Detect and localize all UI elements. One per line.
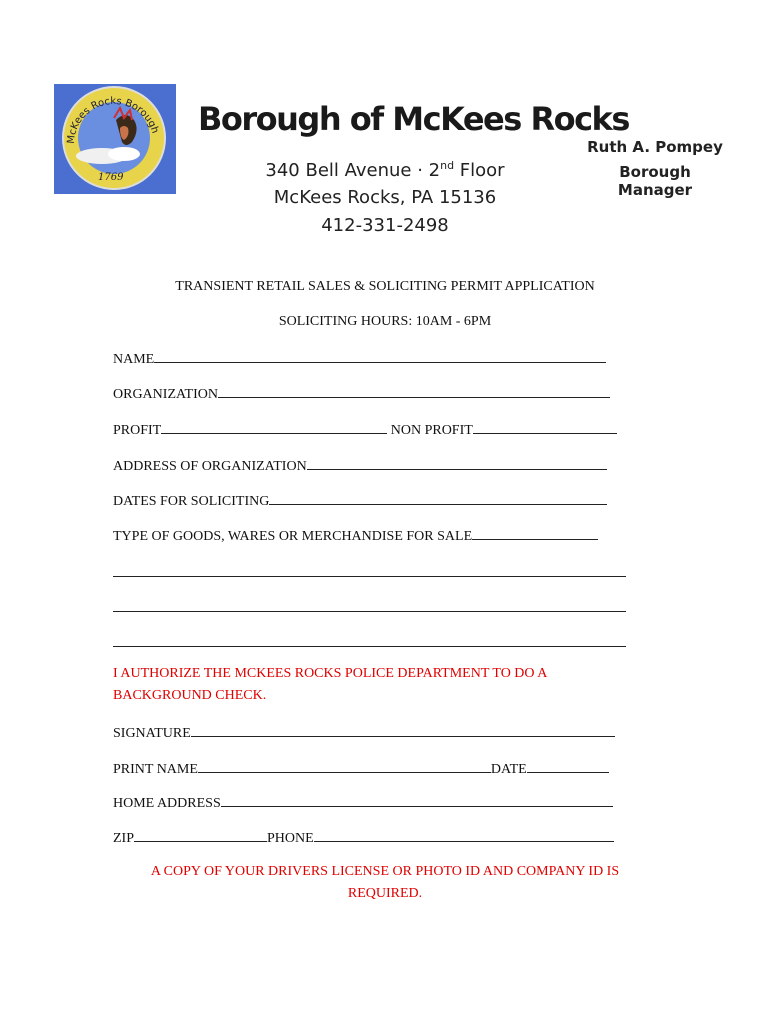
address-city: McKees Rocks, PA 15136	[273, 187, 497, 208]
seal-year: 1769	[98, 172, 124, 183]
org-address-field[interactable]	[307, 456, 607, 470]
dates-field-row	[113, 491, 633, 510]
soliciting-hours: SOLICITING HOURS: 10AM - 6PM	[278, 314, 492, 329]
borough-phone: 412-331-2498	[321, 215, 449, 236]
name-field-row	[113, 349, 633, 368]
date-label: DATE	[490, 762, 527, 777]
goods-field[interactable]	[472, 526, 598, 540]
signature-label: SIGNATURE	[113, 726, 191, 741]
name-field[interactable]	[154, 349, 606, 363]
signature-field-row	[113, 723, 633, 742]
address-floor-suffix: nd	[440, 159, 455, 172]
goods-extra-field-1[interactable]	[113, 563, 626, 577]
non-profit-field[interactable]	[473, 420, 617, 434]
print-name-field[interactable]	[198, 759, 491, 773]
phone-field[interactable]	[314, 828, 614, 842]
dates-field[interactable]	[269, 491, 607, 505]
goods-extra-line-3	[113, 633, 633, 652]
manager-title: Borough Manager	[617, 163, 693, 199]
form-title: TRANSIENT RETAIL SALES & SOLICITING PERMIT APPLICATION	[175, 279, 595, 294]
goods-field-row	[113, 526, 633, 545]
goods-extra-field-2[interactable]	[113, 598, 626, 612]
profit-field-row	[113, 420, 633, 439]
goods-extra-line-2	[113, 598, 633, 617]
seal-ring-text: McKees Rocks Borough	[65, 95, 161, 145]
goods-extra-field-3[interactable]	[113, 633, 626, 647]
name-label: NAME	[113, 352, 155, 367]
manager-name: Ruth A. Pompey	[587, 138, 723, 156]
authorize-line-2: BACKGROUND CHECK.	[113, 688, 267, 703]
zip-label: ZIP	[113, 831, 134, 846]
home-address-field-row	[113, 793, 633, 812]
organization-name: Borough of McKees Rocks	[198, 100, 629, 138]
goods-extra-line-1	[113, 563, 633, 582]
dates-label: DATES FOR SOLICITING	[113, 494, 270, 509]
zip-phone-field-row	[113, 828, 633, 847]
authorize-line-1: I AUTHORIZE THE MCKEES ROCKS POLICE DEPARTMENT TO DO A	[113, 666, 548, 681]
print-name-field-row	[113, 759, 633, 778]
address-floor-word: Floor	[454, 160, 505, 181]
profit-label: PROFIT	[113, 423, 162, 438]
date-field[interactable]	[527, 759, 609, 773]
print-name-label: PRINT NAME	[113, 762, 198, 777]
id-notice-line-2: REQUIRED.	[347, 886, 423, 901]
home-address-label: HOME ADDRESS	[113, 796, 221, 811]
id-notice-line-1: A COPY OF YOUR DRIVERS LICENSE OR PHOTO ID AND COMPANY ID IS	[150, 864, 620, 879]
borough-seal-logo	[54, 84, 176, 194]
profit-field[interactable]	[161, 420, 387, 434]
goods-label: TYPE OF GOODS, WARES OR MERCHANDISE FOR SALE	[113, 529, 473, 544]
address-street-pre: 340 Bell Avenue · 2	[265, 160, 441, 181]
organization-field-row	[113, 384, 633, 403]
organization-label: ORGANIZATION	[113, 387, 218, 402]
zip-field[interactable]	[134, 828, 267, 842]
organization-field[interactable]	[218, 384, 610, 398]
phone-label: PHONE	[267, 831, 314, 846]
signature-field[interactable]	[191, 723, 615, 737]
address-street	[230, 159, 540, 181]
home-address-field[interactable]	[221, 793, 613, 807]
non-profit-label: NON PROFIT	[390, 423, 473, 438]
org-address-label: ADDRESS OF ORGANIZATION	[113, 459, 307, 474]
org-address-field-row	[113, 456, 633, 475]
